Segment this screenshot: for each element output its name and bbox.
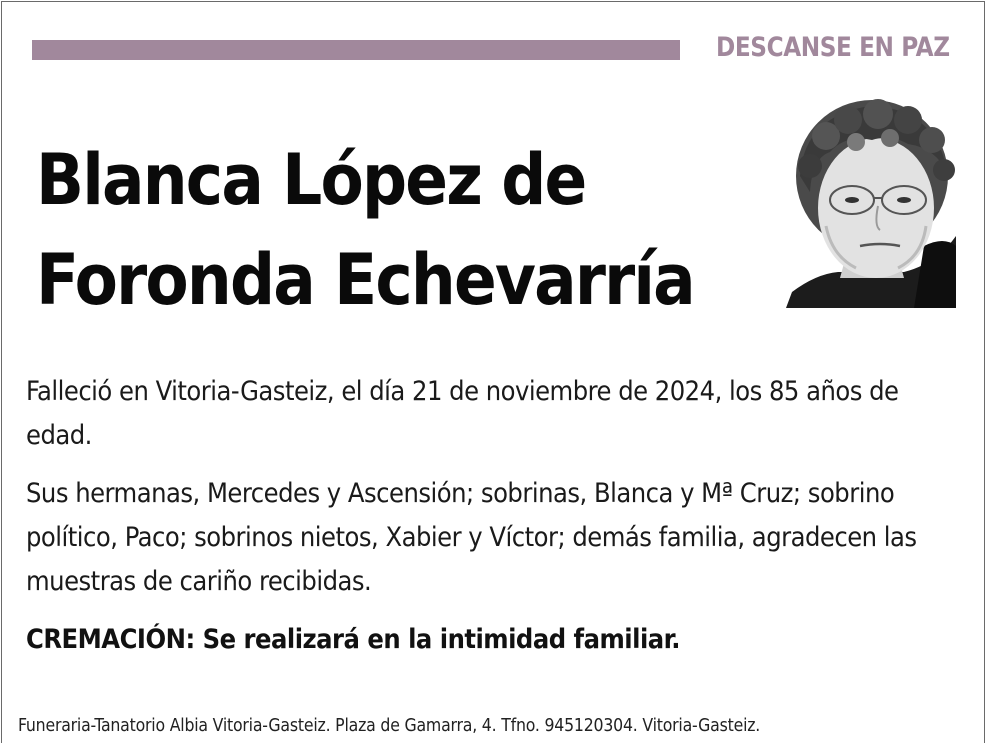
- deceased-name: [36, 130, 702, 330]
- family-acknowledgement: Sus hermanas, Mercedes y Ascensión; sobrinas, Blanca y Mª Cruz; sobrino político, Paco; sobrinos nietos, Xabier y Víctor; demás familia, agradecen las muestras de cariño recibidas.: [26, 478, 917, 597]
- notice-body: [26, 370, 966, 662]
- cremation-notice: CREMACIÓN: Se realizará en la intimidad familiar.: [26, 624, 681, 655]
- funeral-home-info: Funeraria-Tanatorio Albia Vitoria-Gasteiz. Plaza de Gamarra, 4. Tfno. 945120304. Vitoria-Gasteiz.: [18, 716, 761, 736]
- death-announcement: Falleció en Vitoria-Gasteiz, el día 21 de noviembre de 2024, los 85 años de edad.: [26, 376, 899, 451]
- name-line-2: Foronda Echevarría: [36, 239, 694, 321]
- header-bar: [32, 40, 680, 60]
- portrait-photo: [786, 96, 956, 308]
- header-tag: DESCANSE EN PAZ: [716, 32, 950, 63]
- name-line-1: Blanca López de: [36, 139, 586, 221]
